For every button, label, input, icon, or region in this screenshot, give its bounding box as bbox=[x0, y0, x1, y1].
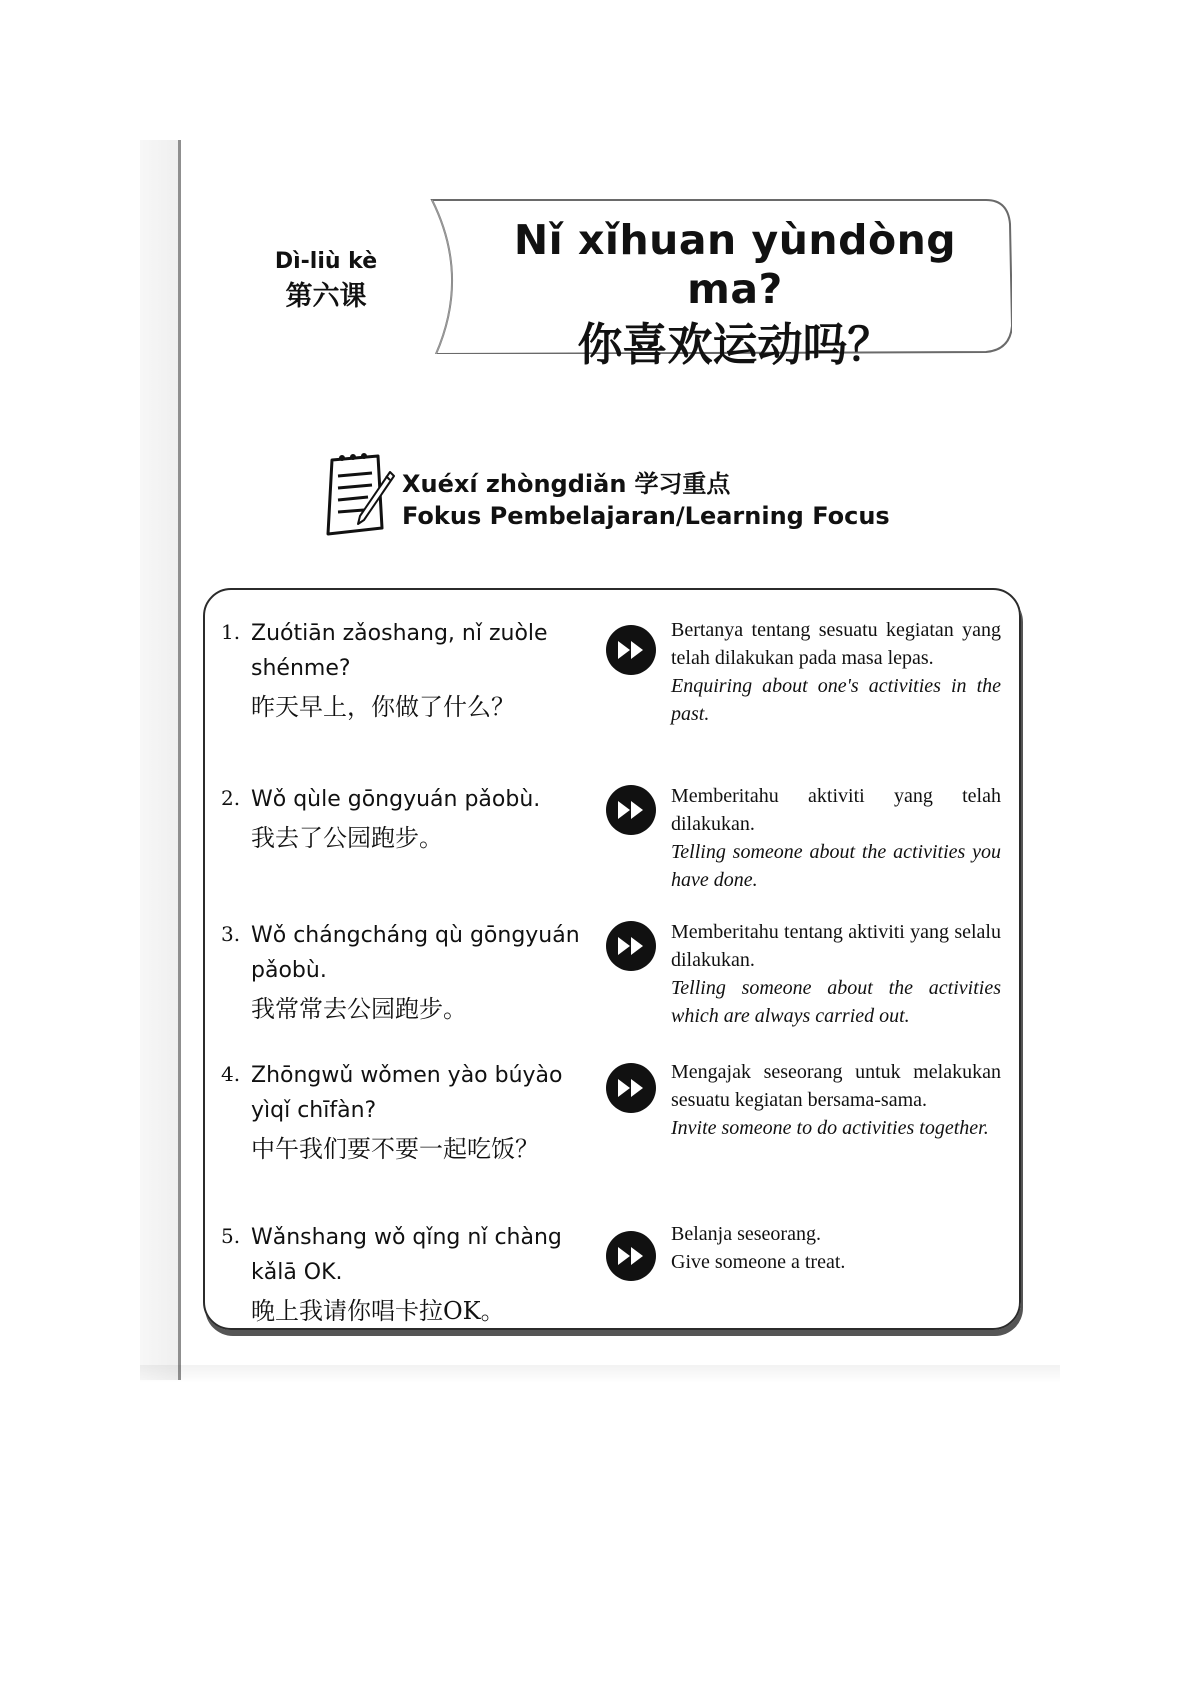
item-malay: Belanja seseorang. bbox=[671, 1223, 821, 1245]
learning-focus-box bbox=[203, 588, 1021, 1330]
item-english: Invite someone to do activities together. bbox=[671, 1117, 989, 1139]
lesson-title-pinyin: Nǐ xǐhuan yùndòng ma? bbox=[513, 216, 957, 314]
item-pinyin: Wǎnshang wǒ qǐng nǐ chàng kǎlā OK. bbox=[251, 1225, 562, 1285]
item-pinyin: Zuótiān zǎoshang, nǐ zuòle shénme? bbox=[251, 621, 548, 681]
lesson-number bbox=[256, 248, 396, 314]
learning-focus-heading bbox=[320, 450, 960, 540]
item-malay: Memberitahu aktiviti yang telah dilakukan. bbox=[671, 785, 1001, 835]
lesson-title-banner bbox=[430, 196, 1012, 372]
item-description bbox=[671, 918, 1001, 1030]
item-description bbox=[671, 1058, 1001, 1142]
lesson-title-chinese: 你喜欢运动吗？ bbox=[577, 318, 893, 372]
item-phrase bbox=[251, 918, 581, 1028]
item-description bbox=[671, 1220, 1001, 1276]
page-binding-shadow bbox=[140, 140, 178, 1380]
item-number: 5. bbox=[221, 1224, 241, 1248]
item-description bbox=[671, 616, 1001, 728]
scan-shadow bbox=[140, 1365, 1060, 1383]
play-audio-icon[interactable] bbox=[605, 1230, 657, 1282]
learning-focus-pinyin: Xuéxí zhòngdiǎn bbox=[402, 470, 627, 498]
lesson-number-chinese: 第六课 bbox=[285, 280, 367, 312]
item-english: Telling someone about the activities you have done. bbox=[671, 841, 1001, 891]
play-audio-icon[interactable] bbox=[605, 624, 657, 676]
learning-focus-chinese: 学习重点 bbox=[634, 469, 731, 498]
item-chinese: 晚上我请你唱卡拉OK。 bbox=[251, 1297, 505, 1325]
item-pinyin: Wǒ qùle gōngyuán pǎobù. bbox=[251, 787, 541, 812]
learning-focus-subtitle: Fokus Pembelajaran/Learning Focus bbox=[402, 502, 890, 530]
item-malay: Memberitahu tentang aktiviti yang selalu dilakukan. bbox=[671, 921, 1001, 971]
lesson-title bbox=[465, 216, 1005, 370]
notepad-pencil-icon bbox=[320, 450, 396, 538]
item-english: Telling someone about the activities which are always carried out. bbox=[671, 977, 1001, 1027]
item-phrase bbox=[251, 616, 581, 726]
item-phrase bbox=[251, 1220, 581, 1330]
item-phrase bbox=[251, 1058, 581, 1168]
item-malay: Bertanya tentang sesuatu kegiatan yang telah dilakukan pada masa lepas. bbox=[671, 619, 1001, 669]
learning-focus-title bbox=[402, 464, 730, 499]
item-pinyin: Wǒ chángcháng qù gōngyuán pǎobù. bbox=[251, 923, 580, 983]
item-chinese: 中午我们要不要一起吃饭？ bbox=[251, 1135, 539, 1163]
item-chinese: 昨天早上，你做了什么？ bbox=[251, 693, 515, 721]
item-phrase bbox=[251, 782, 581, 857]
item-malay: Mengajak seseorang untuk melakukan sesuatu kegiatan bersama-sama. bbox=[671, 1061, 1001, 1111]
item-number: 2. bbox=[221, 786, 241, 810]
item-chinese: 我常常去公园跑步。 bbox=[251, 995, 467, 1023]
play-audio-icon[interactable] bbox=[605, 920, 657, 972]
item-chinese: 我去了公园跑步。 bbox=[251, 824, 443, 852]
play-audio-icon[interactable] bbox=[605, 784, 657, 836]
page-binding-edge bbox=[178, 140, 181, 1380]
item-number: 3. bbox=[221, 922, 241, 946]
item-number: 1. bbox=[221, 620, 241, 644]
play-audio-icon[interactable] bbox=[605, 1062, 657, 1114]
item-english: Enquiring about one's activities in the past. bbox=[671, 675, 1001, 725]
item-description bbox=[671, 782, 1001, 894]
item-number: 4. bbox=[221, 1062, 241, 1086]
item-english: Give someone a treat. bbox=[671, 1251, 846, 1273]
item-pinyin: Zhōngwǔ wǒmen yào búyào yìqǐ chīfàn? bbox=[251, 1063, 563, 1123]
lesson-number-pinyin: Dì-liù kè bbox=[274, 249, 378, 274]
